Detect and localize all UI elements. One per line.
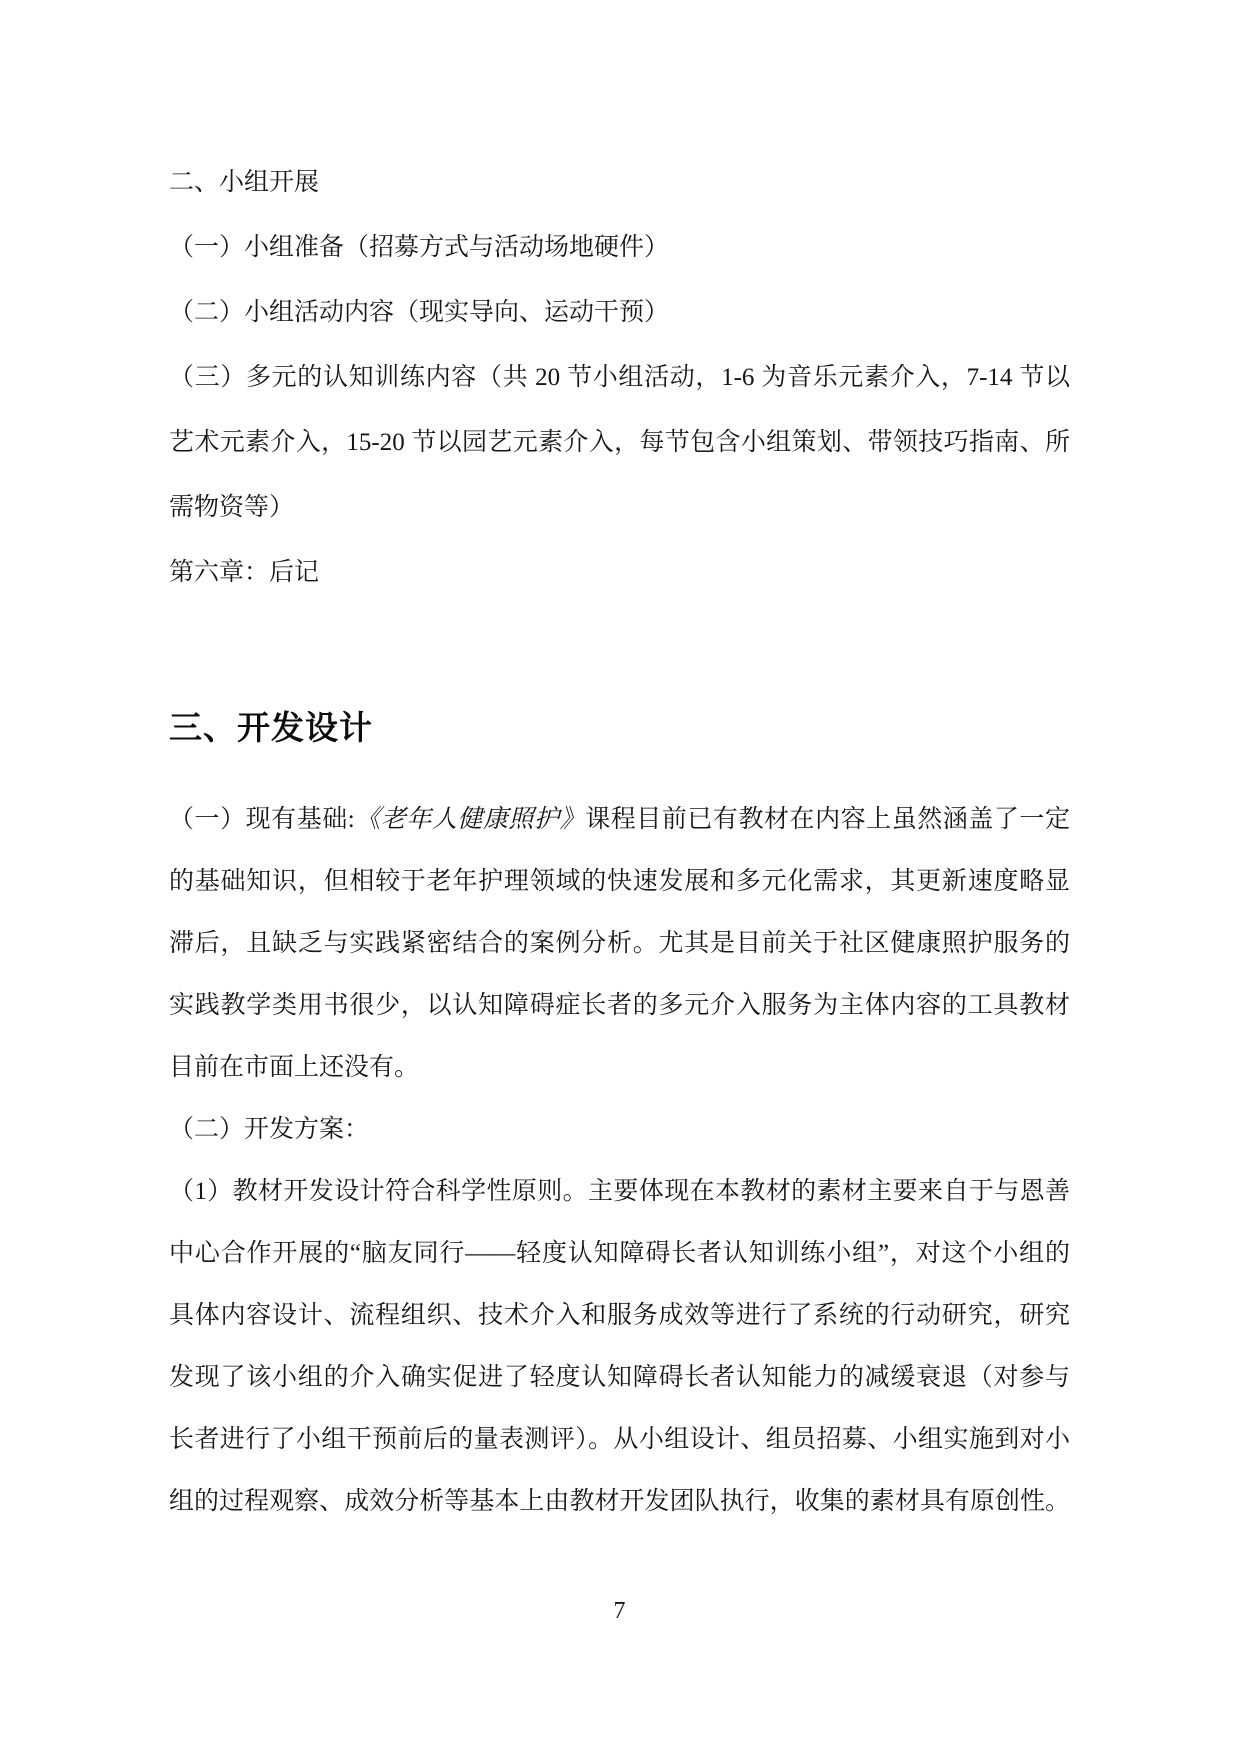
- page-content: [169, 150, 1070, 1533]
- body-line: [169, 789, 1070, 851]
- outline-line: （三）多元的认知训练内容（共 20 节小组活动，1-6 为音乐元素介入，7-14 节以: [169, 364, 1070, 391]
- body-line: 组的过程观察、成效分析等基本上由教材开发团队执行，收集的素材具有原创性。: [169, 1488, 1070, 1515]
- body-line: 长者进行了小组干预前后的量表测评）。从小组设计、组员招募、小组实施到对小: [169, 1426, 1070, 1453]
- body-line: 中心合作开展的“脑友同行——轻度认知障碍长者认知训练小组”，对这个小组的: [169, 1240, 1070, 1267]
- paragraph-text: 课程目前已有教材在内容上虽然涵盖了一定: [585, 806, 1070, 833]
- body-line: 目前在市面上还没有。: [169, 1054, 420, 1081]
- body-line: 滞后，且缺乏与实践紧密结合的案例分析。尤其是目前关于社区健康照护服务的: [169, 930, 1070, 957]
- page-number: 7: [613, 1598, 626, 1624]
- section-heading: 三、开发设计: [169, 709, 373, 746]
- chapter-outline: [169, 150, 1070, 605]
- body-line: 的基础知识，但相较于老年护理领域的快速发展和多元化需求，其更新速度略显: [169, 868, 1070, 895]
- body-line: 具体内容设计、流程组织、技术介入和服务成效等进行了系统的行动研究，研究: [169, 1302, 1070, 1329]
- paragraph-label: （一）现有基础:: [169, 806, 355, 833]
- outline-line: 第六章：后记: [169, 559, 320, 586]
- body-line: 实践教学类用书很少，以认知障碍症长者的多元介入服务为主体内容的工具教材: [169, 992, 1070, 1019]
- section-body: [169, 789, 1070, 1533]
- body-line: （二）开发方案：: [169, 1116, 370, 1143]
- outline-line: 需物资等）: [169, 494, 295, 521]
- outline-line: （一）小组准备（招募方式与活动场地硬件）: [169, 234, 670, 261]
- body-line: （1）教材开发设计符合科学性原则。主要体现在本教材的素材主要来自于与恩善: [169, 1178, 1070, 1205]
- book-title: 《老年人健康照护》: [354, 806, 586, 833]
- outline-line: 艺术元素介入，15-20 节以园艺元素介入，每节包含小组策划、带领技巧指南、所: [169, 429, 1070, 456]
- outline-line: 二、小组开展: [169, 169, 320, 196]
- outline-line: （二）小组活动内容（现实导向、运动干预）: [169, 299, 670, 326]
- body-line: 发现了该小组的介入确实促进了轻度认知障碍长者认知能力的减缓衰退（对参与: [169, 1364, 1070, 1391]
